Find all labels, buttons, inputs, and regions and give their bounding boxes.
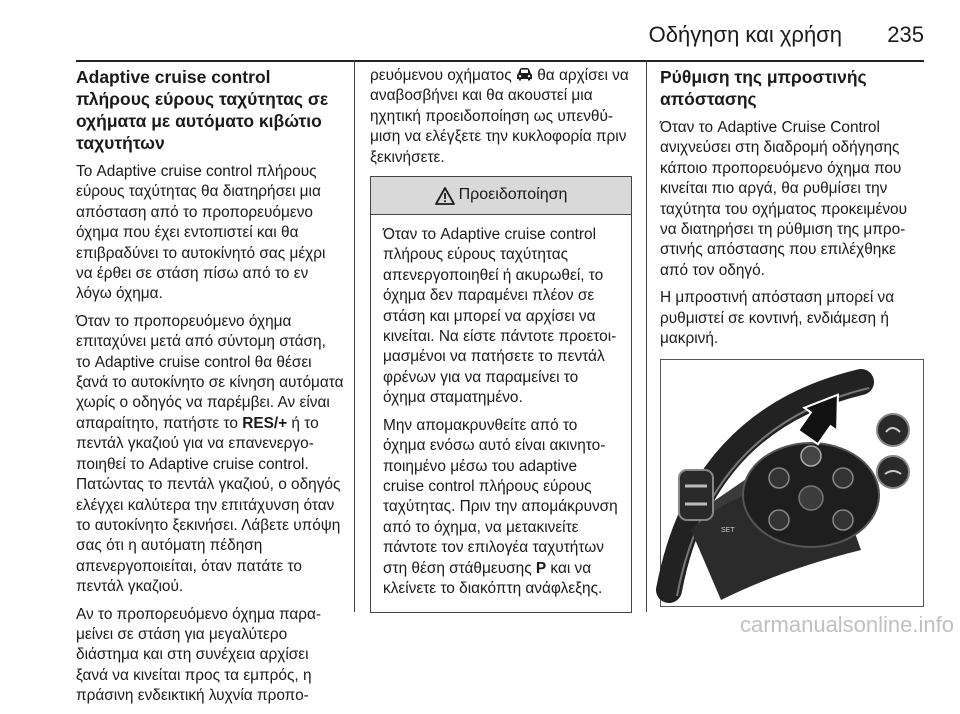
section-heading: Ρύθμιση της μπροστινής απόστασης [660,67,867,109]
page-number: 235 [887,22,924,47]
warning-title: Προειδοποίηση [458,186,568,204]
res-button-label: RES/+ [242,414,288,432]
steering-wheel-illustration [661,360,922,605]
text: και να κλείνετε το διακόπτη ανάφλεξης. [383,559,603,597]
text: θα αρχίσει να αναβοσβήνει και θα ακουστεί μια ηχητική προειδοποίηση ως υπενθύμιση να ελέγξετε την κυκλοφορία πριν ξεκινήσετε. [370,67,629,166]
page-header [0,22,960,52]
pad-button [833,510,853,530]
steering-wheel-figure [660,359,924,607]
warning-body [371,215,631,612]
text: ρευόμενου οχήματος [370,67,516,84]
paragraph: Η μπροστινή απόσταση μπορεί να ρυθμιστεί σε κοντινή, ενδιάμεση ή μακρινή. [660,289,895,348]
paragraph: Αν το προπορευόμενο όχημα παραμείνει σε στάση για μεγαλύτερο διάστημα και στη συνέχεια αρχίσει ξανά να κινείται προς τα εμπρός, η πράσινη ενδεικτική λυχνία προπο- [76,605,322,705]
front-car-icon [516,67,533,81]
column-divider-left [354,60,355,612]
paragraph: Το Adaptive cruise control πλήρους εύρους ταχύτητας θα διατηρήσει μια απόσταση από το προπορευόμενο όχημα που έχει εντοπιστεί και θα επιβραδύνει το αυτοκίνητό σας μέχρι να έρθει σε στάση πίσω από το εν λόγω όχημα. [76,163,326,303]
column-2 [370,66,632,613]
warning-header [371,177,631,215]
section-heading: Adaptive cruise control πλήρους εύρους ταχύτητας σε οχήματα με αυτόματο κιβώτιο ταχυτήτων [76,67,329,153]
pad-button [769,468,789,488]
pad-button [769,510,789,530]
column-3 [660,66,924,607]
set-button-label: SET [721,527,735,535]
header-rule [76,60,924,62]
paragraph [383,416,621,600]
side-button [877,414,909,446]
warning-box [370,176,632,613]
text: Όταν το προπορευόμενο όχημα επιταχύνει μετά από σύντομη στάση, το Adaptive cruise control θα θέσει ξανά το αυτοκίνητο σε κίνηση αυτόματα χωρίς ο οδηγός να παρέμβει. Αν είναι απαραίτητο, πατήστε το [76,312,344,432]
section-title: Οδήγηση και χρήση [648,22,842,47]
gap-button [801,446,821,466]
park-position-label: P [535,559,547,577]
warning-triangle-icon [435,187,455,205]
paragraph: Όταν το Adaptive Cruise Control ανιχνεύσει στη διαδρομή οδήγησης κάποιο προπορευόμενο όχημα που κινείται πιο αργά, θα ρυθμίσει την ταχύτητα του οχήματος προκειμένου να διατηρήσει τη ρύθμιση της μπροστινής απόστασης που επιλέχθηκε από τον οδηγό. [660,119,908,279]
text: Μην απομακρυνθείτε από το όχημα ενόσω αυτό είναι ακινητοποιημένο μέσω του adaptive cruise control πλήρους εύρους ταχύτητας. Πριν την απομάκρυνση από το όχημα, να μετακινείτε πάντοτε τον επιλογέα ταχυτήτων στη θέση στάθμευσης [383,416,618,577]
paragraph [370,66,632,168]
paragraph: Όταν το Adaptive cruise control πλήρους εύρους ταχύτητας απενεργοποιηθεί ή ακυρωθεί, το όχημα δεν παραμένει πλέον σε στάση και μπορεί να αρχίσει να κινείται. Να είστε πάντοτε προετοιμασμένοι να πατήσετε το πεντάλ φρένων για να παραμείνει το όχημα σταματημένο. [383,226,617,407]
column-1 [76,66,344,714]
watermark: carmanualsonline.info [739,612,954,637]
column-divider-right [646,60,647,612]
paragraph [76,312,344,598]
text: ή το πεντάλ γκαζιού για να επανενεργοποιηθεί το Adaptive cruise control. Πατώντας το πεντάλ γκαζιού, ο οδηγός ελέγχει καλύτερα την επιτάχυνση όταν το αυτοκίνητο ξεκινήσει. Λάβετε υπόψη σας ότι η αυτόματη πέδηση απενεργοποιείται, όταν πατάτε το πεντάλ γκαζιού. [76,414,341,596]
pad-button [833,468,853,488]
rocker-button [679,470,713,520]
